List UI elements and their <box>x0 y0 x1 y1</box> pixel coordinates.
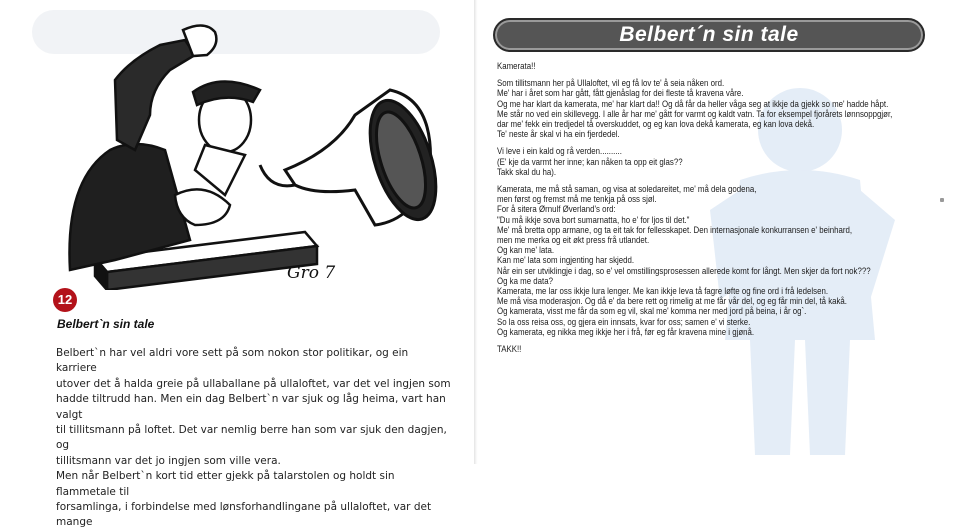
speech-line: Me står no ved ein skillevegg. I alle år har me' gått for varmt og kaldt vatn. Ta for eksempel fjorårets lønnsoppgjør, <box>497 108 893 120</box>
speech-line: Te' neste år skal vi ha ein fjerdedel. <box>497 129 620 141</box>
speech-line: Og kamerata, eg nikka meg ikkje her i frå, før eg får kravena mine i gjønå. <box>497 326 755 338</box>
paragraph-gap <box>497 338 841 345</box>
speech-line: Og ka me data? <box>497 275 553 287</box>
speech-line: TAKK!! <box>497 344 522 356</box>
speech-line: Når ein ser utviklingje i dag, so e' vel omstillingsprosessen allerede komt for långt. Men skjer da fort nok??? <box>497 265 871 277</box>
speech-line: Me' må bretta opp armane, og ta eit tak for fellesskapet. Den internasjonale konkurransen e' beinhard, <box>497 224 853 236</box>
speech-line: men først og fremst må me tenkja på oss sjøl. <box>497 194 657 206</box>
speech-line: For å sitera Ørnulf Øverland's ord: <box>497 204 616 216</box>
chapter-number-badge: 12 <box>53 288 77 312</box>
title-banner <box>493 18 925 52</box>
speech-line: Og kan me' lata. <box>497 245 555 257</box>
speaker-figure-icon <box>70 25 261 270</box>
speech-line: Takk skal du ha). <box>497 166 557 178</box>
speech-line: Kan me' lata som ingjenting har skjedd. <box>497 255 635 267</box>
left-body-line: Belbert`n har vel aldri vore sett på som nokon stor politikar, og ein karriere <box>56 347 409 375</box>
speech-line: men me merka og eit økt press frå utlandet. <box>497 235 650 247</box>
speech-line: Kamerata!! <box>497 61 536 72</box>
left-body-line: tillitsmann var det jo ingjen som ville vera. <box>56 454 281 467</box>
speech-line: Kamerata, me må stå saman, og visa at soledareitet, me' må dela godena, <box>497 184 757 196</box>
speech-line: Vi leve i ein kald og rå verden.......... <box>497 146 622 158</box>
speech-line: Og kamerata, visst me får da som eg vil, skal me' komma ner med jord på beina, i år og`. <box>497 306 807 318</box>
left-body-text <box>56 346 451 531</box>
speech-line: Me' har i året som har gått, fått gjenåslag for dei fleste tå kravena våre. <box>497 88 744 100</box>
speech-line: dar me' fekk ein tredjedel tå overskuddet, og eg kan lova dekå kamerata, eg kan lova dekå. <box>497 119 815 131</box>
speech-line: So la oss reisa oss, og gjera ein innsats, kvar for oss; samen e' vi sterke. <box>497 316 751 328</box>
page-edge-mark <box>940 198 944 202</box>
left-body-line: forsamlinga, i forbindelse med lønsforhandlingane på ullaloftet, var det mange <box>56 501 432 529</box>
speech-title: Belbert´n sin tale <box>619 23 799 46</box>
chapter-title: Belbert`n sin tale <box>57 317 155 331</box>
speech-text <box>497 61 893 356</box>
gramophone-horn-icon <box>260 90 449 228</box>
speech-line: Som tillitsmann her på Ullaloftet, vil eg få lov te' å seia nåken ord. <box>497 78 725 90</box>
left-body-line: Men når Belbert`n kort tid etter gjekk på talarstolen og holdt sin flammetale til <box>56 470 395 498</box>
artist-signature: Gro 7 <box>287 263 336 283</box>
speech-line: (E' kje da varmt her inne; kan nåken ta opp eit glas?? <box>497 156 683 168</box>
left-body-line: hadde tiltrudd han. Men ein dag Belbert`n var sjuk og låg heima, vart han valgt <box>56 393 446 421</box>
speech-line: Me må visa moderasjon. Og då e' da bere rett og rimelig at me får vår del, og eg får min del, tå kakå. <box>497 296 847 308</box>
speech-line: Og me har klart da kamerata, me' har klart da!! Og då får da heller våga seg at ikkje da gjekk so me' hadde håpt. <box>497 98 889 110</box>
speech-line: "Du må ikkje sova bort sumarnatta, ho e' for ljos til det." <box>497 214 690 226</box>
cartoon-illustration <box>55 20 450 290</box>
left-body-line: utover det å halda greie på ullaballane på ullaloftet, var det vel ingjen som <box>56 377 451 390</box>
speech-line: Kamerata, me lar oss ikkje lura lenger. Me kan ikkje leva tå fagre løfte og fine ord i frå ledelsen. <box>497 286 829 298</box>
left-body-line: til tillitsmann på loftet. Det var nemlig berre han som var sjuk den dagjen, og <box>56 424 447 452</box>
